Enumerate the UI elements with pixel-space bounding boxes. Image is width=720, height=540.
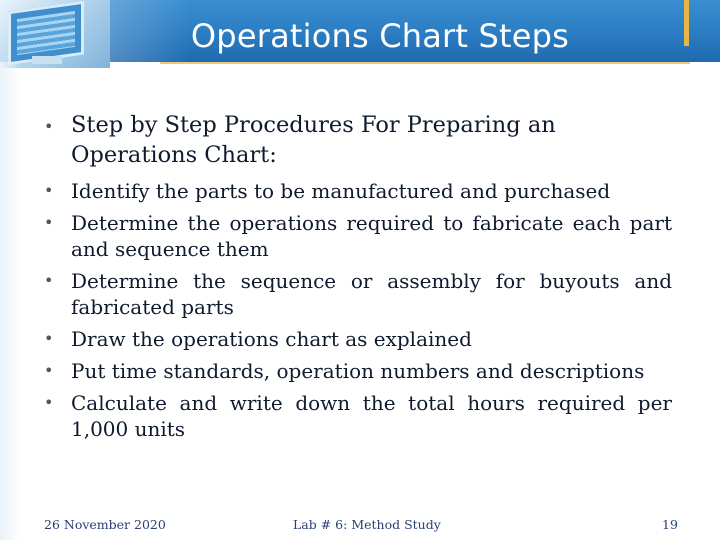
bullet-icon: • bbox=[44, 393, 54, 412]
bullet-icon: • bbox=[44, 329, 54, 348]
list-item bbox=[44, 110, 672, 170]
accent-bar bbox=[684, 0, 689, 46]
bullet-icon: • bbox=[44, 213, 54, 232]
list-item-text: Identify the parts to be manufactured and purchased bbox=[71, 179, 611, 203]
list-item bbox=[44, 390, 672, 442]
list-item-text: Determine the operations required to fabricate each part and sequence them bbox=[71, 211, 672, 261]
list-item bbox=[44, 268, 672, 320]
lead-line bbox=[71, 110, 672, 140]
page-number: 19 bbox=[662, 517, 678, 532]
left-edge-shade bbox=[0, 62, 20, 540]
title-underline bbox=[160, 62, 690, 64]
computer-monitor-image bbox=[0, 0, 110, 68]
list-item bbox=[44, 178, 672, 204]
lead-text-line2: Operations Chart: bbox=[71, 142, 277, 168]
footer-date: 26 November 2020 bbox=[44, 517, 166, 532]
bullet-icon: • bbox=[44, 361, 54, 380]
list-item bbox=[44, 358, 672, 384]
bullet-icon: • bbox=[44, 181, 54, 200]
list-item-text: Determine the sequence or assembly for buyouts and fabricated parts bbox=[71, 269, 672, 319]
lead-text-left: Step by Step Procedures For Preparing bbox=[71, 112, 521, 138]
list-item-text: Calculate and write down the total hours required per 1,000 units bbox=[71, 391, 672, 441]
bullet-icon: • bbox=[44, 271, 54, 290]
slide-title: Operations Chart Steps bbox=[190, 17, 570, 55]
bullet-icon: • bbox=[44, 117, 54, 136]
lead-text-right: an bbox=[527, 112, 556, 138]
list-item bbox=[44, 326, 672, 352]
list-item-text: Draw the operations chart as explained bbox=[71, 327, 472, 351]
footer-title: Lab # 6: Method Study bbox=[293, 517, 441, 532]
bullet-list bbox=[44, 110, 672, 448]
list-item-text: Put time standards, operation numbers and descriptions bbox=[71, 359, 645, 383]
monitor-stand bbox=[32, 56, 62, 64]
list-item bbox=[44, 210, 672, 262]
